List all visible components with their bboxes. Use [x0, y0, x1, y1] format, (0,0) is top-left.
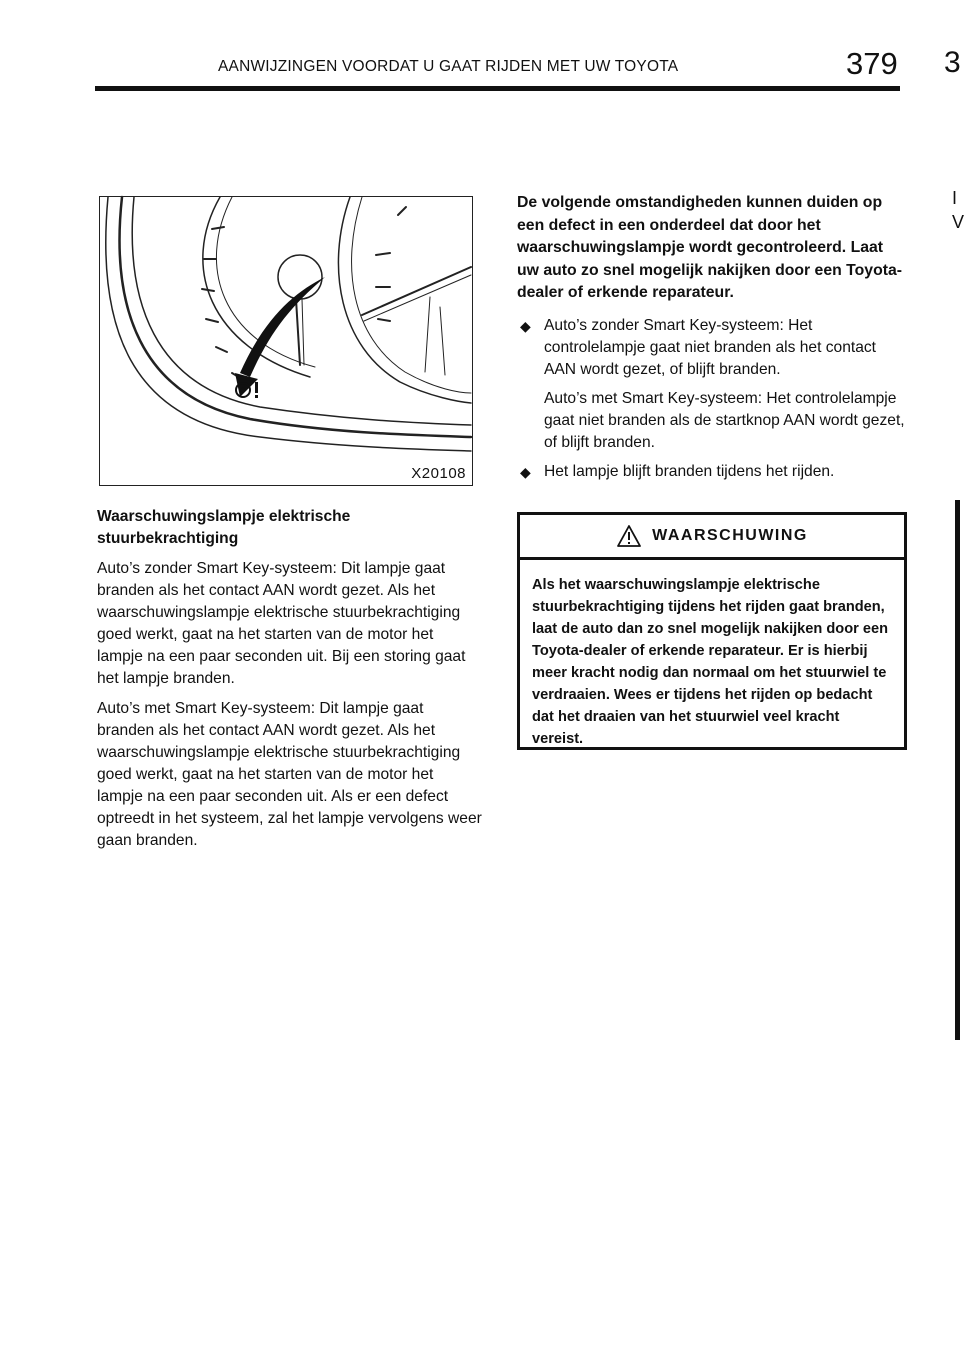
- bullet-diamond-icon: ◆: [520, 463, 531, 480]
- instrument-cluster-figure: [99, 196, 473, 486]
- edge-char-2: V: [952, 212, 964, 232]
- header-rule: [95, 86, 900, 91]
- warning-title: WAARSCHUWING: [652, 527, 808, 544]
- edge-char-1: I: [952, 188, 958, 208]
- figure-code: X20108: [411, 465, 466, 482]
- bullet-continuation: Auto’s met Smart Key‐systeem: Het controlelampje gaat niet branden als de startknop AAN wordt gezet, of blijft branden.: [544, 389, 905, 451]
- paragraph-with-smart-key: Auto’s met Smart Key‐systeem: Dit lampje gaat branden als het contact AAN wordt gezet. Als het waarschuwingslampje elektrische stuurbekrachtiging goed werkt, gaat na het starten van de motor het lampje na een paar seconden uit. Als er een defect optreedt in het systeem, zal het lampje vervolgens weer gaan branden.: [97, 700, 482, 849]
- list-item: [517, 315, 907, 381]
- warning-text: Als het waarschuwingslampje elektrische stuurbekrachtiging tijdens het rijden gaat branden, laat de auto dan zo snel mogelijk nakijken door een Toyota‐dealer of erkende reparateur. Er is hierbij meer kracht nodig dan normaal om het stuurwiel te verdraaien. Wees er tijdens het rijden op bedacht dat het draaien van het stuurwiel veel kracht vereist.: [532, 577, 889, 747]
- left-column: [97, 506, 482, 860]
- right-column: [517, 192, 907, 490]
- intro-paragraph: De volgende omstandigheden kunnen duiden op een defect in een onderdeel dat door het waarschuwingslampje wordt gecontroleerd. Laat uw auto zo snel mogelijk nakijken door een Toyota‐ dealer of erkende reparateur.: [517, 194, 903, 302]
- instrument-cluster-drawing: [100, 197, 471, 484]
- warning-header: [520, 515, 904, 560]
- section-heading: Waarschuwingslampje elektrische stuurbekrachtiging: [97, 508, 351, 547]
- section-title: AANWIJZINGEN VOORDAT U GAAT RIJDEN MET UW TOYOTA: [218, 58, 679, 75]
- bullet-text: Het lampje blijft branden tijdens het rijden.: [544, 462, 835, 480]
- page-number: 379: [846, 46, 898, 81]
- list-item: [517, 461, 907, 483]
- edge-char-page: 3: [944, 46, 961, 79]
- bullet-diamond-icon: ◆: [520, 317, 531, 334]
- paragraph-without-smart-key: Auto’s zonder Smart Key‐systeem: Dit lampje gaat branden als het contact AAN wordt gezet. Als het waarschuwingslampje elektrische stuurbekrachtiging goed werkt, gaat na het starten van de motor het lampje na een paar seconden uit. Bij een storing gaat het lampje branden.: [97, 560, 466, 687]
- warning-triangle-icon: [616, 524, 642, 548]
- warning-box: [517, 512, 907, 750]
- bullet-text: Auto’s zonder Smart Key‐systeem: Het controlelampje gaat niet branden als het contact AAN wordt gezet, of blijft branden.: [544, 316, 877, 378]
- edge-bar: [955, 500, 960, 1040]
